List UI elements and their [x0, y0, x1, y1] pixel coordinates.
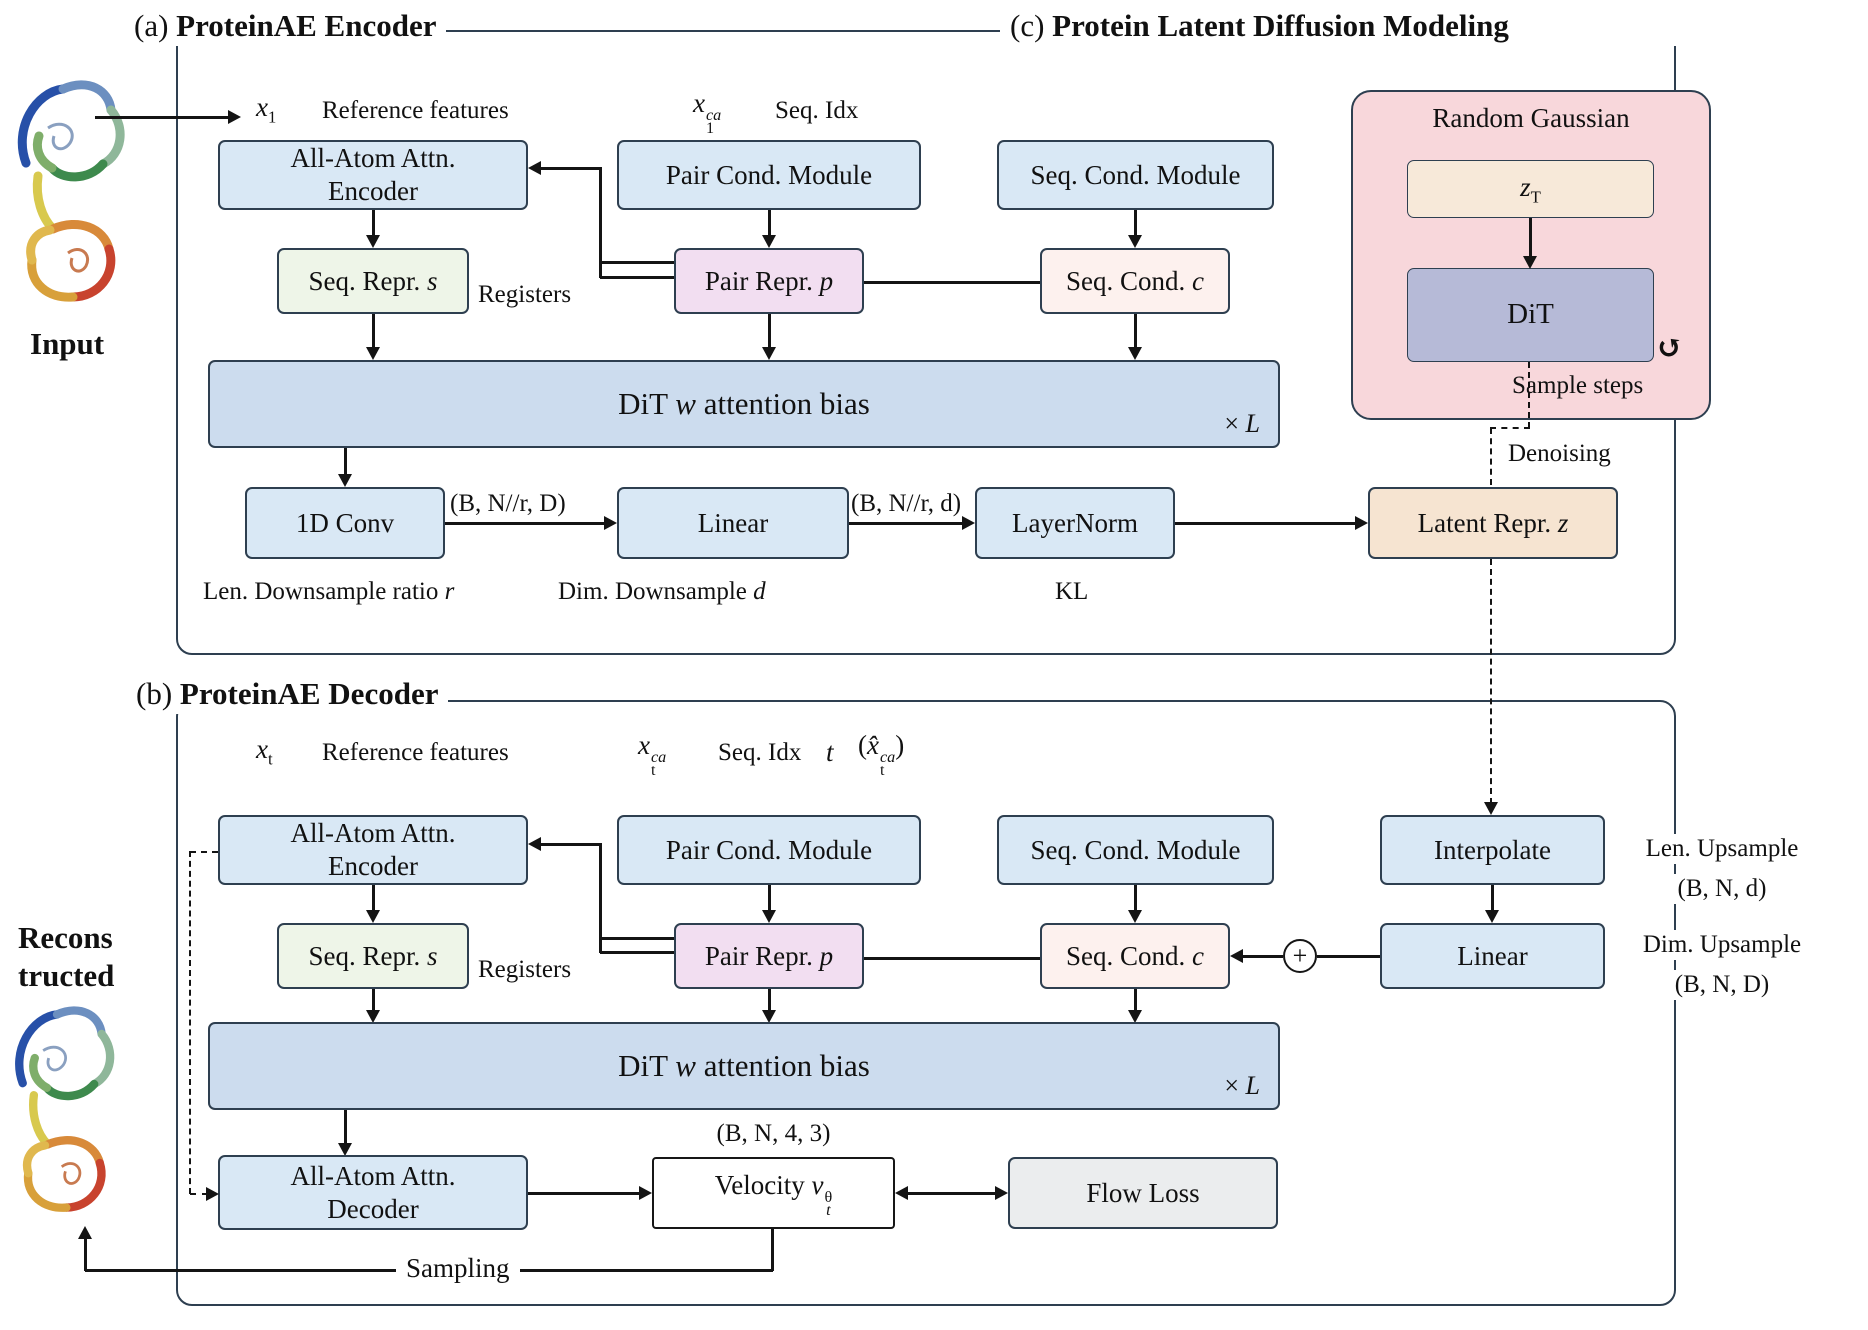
- pair-repr-box: Pair Repr. p: [674, 248, 864, 314]
- decoder-title: [126, 674, 448, 714]
- shape-after-linear: (B, N//r, d): [851, 490, 962, 517]
- arrow-conv-to-linear: [445, 522, 607, 525]
- arrow-layernorm-to-latent: [1175, 522, 1358, 525]
- pair-to-seqcond-line-decoder: [864, 957, 1040, 960]
- arrowhead-icon: [1128, 347, 1142, 360]
- registers-line-top-decoder: [600, 937, 674, 940]
- arrow-paircond-to-pairrepr: [768, 210, 771, 237]
- arrow-interpolate-to-linear: [1491, 885, 1494, 912]
- len-upsample-shape: (B, N, d): [1612, 874, 1832, 904]
- input-arrow-line: [95, 116, 228, 119]
- sampling-drop-line: [771, 1229, 774, 1271]
- reconstructed-label-line2: tructed: [18, 958, 115, 993]
- registers-line-bottom: [600, 276, 674, 279]
- xtca-symbol: x ca t: [638, 730, 667, 780]
- arrow-pairrepr-to-dit: [768, 314, 771, 349]
- arrowhead-icon: [639, 1186, 652, 1200]
- denoising-dash-1: [1528, 362, 1530, 428]
- diffusion-dit-box: DiT: [1407, 268, 1654, 362]
- arrowhead-icon: [366, 235, 380, 248]
- encoder-title-text: ProteinAE Encoder: [176, 8, 437, 43]
- arrowhead-icon: [206, 1187, 219, 1201]
- arrowhead-icon: [228, 110, 241, 124]
- sampling-up-line: [84, 1238, 87, 1271]
- layers-multiplier: × L: [1224, 409, 1260, 439]
- dit-attention-bias-box-decoder: DiT w attention bias × L: [208, 1022, 1280, 1110]
- sample-steps-label: Sample steps: [1512, 372, 1644, 399]
- seq-cond-module-box-decoder: Seq. Cond. Module: [997, 815, 1274, 885]
- dit-attention-bias-box: DiT w attention bias × L: [208, 360, 1280, 448]
- denoising-dash-2: [1490, 427, 1530, 429]
- arrowhead-icon: [366, 910, 380, 923]
- xhat-symbol: (x̂ ca t ): [858, 730, 905, 780]
- pair-to-seqcond-line: [864, 281, 1040, 284]
- conv1d-box: 1D Conv: [245, 487, 445, 559]
- layernorm-box: LayerNorm: [975, 487, 1175, 559]
- reconstructed-protein-image: [6, 992, 136, 1230]
- arrow-paircond-to-pairrepr-decoder: [768, 885, 771, 912]
- registers-arrow-line-decoder: [538, 843, 602, 846]
- arrow-seqcondmod-to-seqcond-decoder: [1134, 885, 1137, 912]
- arrow-zt-to-dit: [1529, 218, 1532, 258]
- registers-label-decoder: Registers: [478, 956, 572, 983]
- sample-steps-loop-icon: ↺: [1656, 329, 1683, 365]
- arrow-dit-to-conv: [344, 448, 347, 476]
- dim-upsample-label: Dim. Upsample: [1612, 930, 1832, 960]
- arrow-allatom-to-seqrepr-decoder: [372, 885, 375, 912]
- pair-cond-module-box: Pair Cond. Module: [617, 140, 921, 210]
- flow-loss-box: Flow Loss: [1008, 1157, 1278, 1229]
- arrow-linear-to-layernorm: [849, 522, 965, 525]
- all-atom-attn-encoder-box-decoder: All-Atom Attn. Encoder: [218, 815, 528, 885]
- all-atom-attn-decoder-box: All-Atom Attn. Decoder: [218, 1155, 528, 1230]
- diffusion-title-prefix: (c): [1010, 8, 1053, 43]
- linear-decoder-box: Linear: [1380, 923, 1605, 989]
- arrowhead-icon: [366, 347, 380, 360]
- denoising-dash-3: [1490, 428, 1492, 485]
- input-label: Input: [30, 326, 105, 361]
- denoising-label: Denoising: [1508, 440, 1611, 467]
- xt-symbol: $x_t$: [256, 734, 273, 769]
- plus-icon: +: [1283, 939, 1317, 973]
- len-downsample-caption: Len. Downsample ratio r: [203, 578, 455, 605]
- seq-cond-box: Seq. Cond. c: [1040, 248, 1230, 314]
- arrow-seqcondmod-to-seqcond: [1134, 210, 1137, 237]
- dim-upsample-shape: (B, N, D): [1612, 970, 1832, 1000]
- latent-to-interpolate-dash: [1490, 559, 1492, 804]
- seq-idx-label-decoder: Seq. Idx: [718, 739, 802, 766]
- decoder-title-prefix: (b): [136, 676, 180, 711]
- registers-arrow-line: [538, 167, 602, 170]
- registers-label: Registers: [478, 281, 572, 308]
- interpolate-box: Interpolate: [1380, 815, 1605, 885]
- arrowhead-icon: [338, 474, 352, 487]
- arrowhead-icon: [604, 516, 617, 530]
- x1-symbol: $x_1$: [256, 92, 277, 127]
- arrowhead-icon: [1230, 949, 1243, 963]
- kl-caption: KL: [1055, 578, 1089, 605]
- arrowhead-icon: [762, 910, 776, 923]
- diffusion-title-text: Protein Latent Diffusion Modeling: [1052, 8, 1509, 43]
- seq-repr-box: Seq. Repr. s: [277, 248, 469, 314]
- arrowhead-icon: [1355, 516, 1368, 530]
- input-protein-image: [8, 68, 148, 318]
- arrow-velocity-flowloss: [906, 1192, 998, 1195]
- arrowhead-icon: [1128, 910, 1142, 923]
- len-upsample-label: Len. Upsample: [1612, 834, 1832, 864]
- t-symbol: t: [826, 737, 834, 767]
- arrow-seqrepr-to-dit: [372, 314, 375, 349]
- x1ca-symbol: x ca 1: [693, 88, 722, 138]
- skip-dash-top: [190, 851, 218, 853]
- decoder-title-text: ProteinAE Decoder: [179, 676, 439, 711]
- pair-cond-module-box-decoder: Pair Cond. Module: [617, 815, 921, 885]
- arrowhead-icon: [995, 1186, 1008, 1200]
- arrow-seqcond-to-dit: [1134, 314, 1137, 349]
- zt-box: $z_T$: [1407, 160, 1654, 218]
- reference-features-label: Reference features: [322, 97, 509, 124]
- velocity-box: Velocity v θ t: [652, 1157, 895, 1229]
- arrowhead-icon: [762, 235, 776, 248]
- registers-line-top: [600, 261, 674, 264]
- encoder-title-prefix: (a): [134, 8, 177, 43]
- plus-to-seqcond-line: [1243, 955, 1283, 958]
- registers-line-bottom-decoder: [600, 951, 674, 954]
- linear-to-plus-line: [1317, 955, 1380, 958]
- arrowhead-icon: [528, 837, 541, 851]
- arrow-dit-to-allatomdec: [344, 1110, 347, 1145]
- linear-encoder-box: Linear: [617, 487, 849, 559]
- reconstructed-label-line1: Recons: [18, 920, 113, 955]
- arrowhead-icon: [528, 161, 541, 175]
- arrow-allatomdec-to-velocity: [528, 1192, 640, 1195]
- seq-cond-module-box: Seq. Cond. Module: [997, 140, 1274, 210]
- arrowhead-icon: [1485, 910, 1499, 923]
- dim-downsample-caption: Dim. Downsample d: [558, 578, 766, 605]
- shape-after-conv: (B, N//r, D): [450, 490, 566, 517]
- arrowhead-icon: [895, 1186, 908, 1200]
- arrowhead-icon: [762, 347, 776, 360]
- skip-dash-vertical: [189, 851, 191, 1194]
- seq-idx-label: Seq. Idx: [775, 97, 859, 124]
- reference-features-label-decoder: Reference features: [322, 739, 509, 766]
- encoder-title: [124, 6, 446, 46]
- diffusion-title: [1000, 6, 1700, 46]
- arrow-allatom-to-seqrepr: [372, 210, 375, 237]
- seq-cond-box-decoder: Seq. Cond. c: [1040, 923, 1230, 989]
- arrowhead-icon: [962, 516, 975, 530]
- sampling-label: Sampling: [396, 1252, 520, 1285]
- velocity-shape-label: (B, N, 4, 3): [716, 1120, 831, 1147]
- arrowhead-icon: [78, 1226, 92, 1239]
- all-atom-attn-encoder-box: All-Atom Attn. Encoder: [218, 140, 528, 210]
- latent-repr-box: Latent Repr. z: [1368, 487, 1618, 559]
- pair-repr-box-decoder: Pair Repr. p: [674, 923, 864, 989]
- layers-multiplier-decoder: × L: [1224, 1071, 1260, 1101]
- random-gaussian-label: Random Gaussian: [1432, 103, 1630, 133]
- arrowhead-icon: [1128, 235, 1142, 248]
- arrowhead-icon: [1523, 256, 1537, 269]
- arrowhead-icon: [1484, 802, 1498, 815]
- seq-repr-box-decoder: Seq. Repr. s: [277, 923, 469, 989]
